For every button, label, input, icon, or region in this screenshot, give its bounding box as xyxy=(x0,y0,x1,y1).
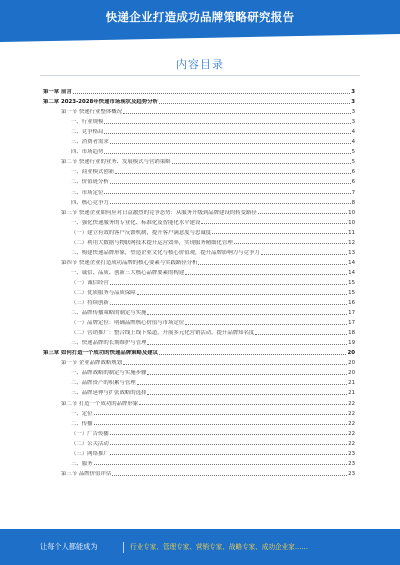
toc-leader-dots xyxy=(73,93,350,94)
toc-entry[interactable] xyxy=(43,296,355,306)
toc-entry-page: 6 xyxy=(351,179,355,186)
toc-entry[interactable] xyxy=(43,306,355,316)
toc-entry-page: 22 xyxy=(348,410,355,417)
footer-roles: 行业专家、管理专家、营销专家、战略专家、成功企业家…… xyxy=(130,543,309,551)
toc-entry-page: 3 xyxy=(351,119,355,126)
toc-entry[interactable] xyxy=(43,316,355,326)
toc-entry-text: （三）网络推广 xyxy=(71,450,109,457)
toc-entry-text: （二）优质服务与品质保障 xyxy=(71,289,136,296)
toc-leader-dots xyxy=(110,284,347,285)
toc-entry-page: 17 xyxy=(348,310,355,317)
toc-entry-text: （三）持续创新 xyxy=(71,300,109,307)
toc-entry[interactable] xyxy=(43,286,355,296)
toc-leader-dots xyxy=(123,113,351,114)
toc-leader-dots xyxy=(258,213,347,214)
toc-entry[interactable] xyxy=(43,346,355,356)
toc-leader-dots xyxy=(147,314,347,315)
toc-entry[interactable] xyxy=(43,326,355,336)
toc-leader-dots xyxy=(110,304,347,305)
toc-entry[interactable] xyxy=(43,196,355,206)
toc-entry-text: 三、品牌延伸与扩张战略的选择 xyxy=(71,390,147,397)
toc-leader-dots xyxy=(185,274,347,275)
toc-entry-text: 二、竞争格局 xyxy=(71,129,104,136)
table-of-contents xyxy=(43,85,355,477)
footer-divider xyxy=(123,542,124,553)
toc-leader-dots xyxy=(94,424,348,425)
header-notch-decoration xyxy=(0,34,400,42)
toc-leader-dots xyxy=(104,133,350,134)
toc-entry-text: 一、定位 xyxy=(71,410,93,417)
toc-entry-text: 第三节 品牌价值评估 xyxy=(61,470,112,477)
toc-entry-page: 7 xyxy=(351,189,355,196)
toc-entry-text: 四、核心竞争力 xyxy=(71,199,109,206)
toc-entry[interactable] xyxy=(43,135,355,145)
toc-entry-page: 5 xyxy=(351,159,355,166)
toc-entry[interactable] xyxy=(43,266,355,276)
toc-entry-text: 一、诚信、品质、创新三大核心品牌要素的构建 xyxy=(71,269,185,276)
toc-entry[interactable] xyxy=(43,165,355,175)
toc-leader-dots xyxy=(115,173,350,174)
toc-entry-page: 12 xyxy=(348,239,355,246)
toc-entry[interactable] xyxy=(43,236,355,246)
toc-entry[interactable] xyxy=(43,457,355,467)
toc-leader-dots xyxy=(110,143,351,144)
toc-entry-page: 20 xyxy=(348,370,355,377)
toc-entry-page: 18 xyxy=(348,330,355,337)
toc-entry-page: 16 xyxy=(348,300,355,307)
toc-leader-dots xyxy=(110,444,347,445)
toc-entry-text: 一、行业规模 xyxy=(71,119,104,126)
toc-entry-text: 第一节 企业品牌战略规划 xyxy=(61,360,123,367)
toc-leader-dots xyxy=(123,364,347,365)
toc-leader-dots xyxy=(112,475,347,476)
toc-entry-page: 23 xyxy=(348,470,355,477)
toc-entry[interactable] xyxy=(43,376,355,386)
footer-slogan: 让每个人都能成为 xyxy=(40,542,98,551)
toc-leader-dots xyxy=(234,243,347,244)
toc-leader-dots xyxy=(201,223,347,224)
toc-leader-dots xyxy=(147,344,347,345)
toc-entry-page: 10 xyxy=(348,209,355,216)
toc-entry[interactable] xyxy=(43,447,355,457)
toc-entry-page: 17 xyxy=(348,320,355,327)
toc-heading-divider xyxy=(40,75,360,76)
toc-entry-page: 3 xyxy=(351,99,355,106)
toc-leader-dots xyxy=(212,233,347,234)
toc-entry-page: 23 xyxy=(348,460,355,467)
toc-entry-text: 一、品牌战略的制定与实施步骤 xyxy=(71,370,147,377)
toc-entry-page: 13 xyxy=(348,249,355,256)
toc-entry[interactable] xyxy=(43,145,355,155)
toc-entry-text: （一）广告传播 xyxy=(71,430,109,437)
toc-entry-text: 二、价值链分析 xyxy=(71,179,109,186)
toc-entry[interactable] xyxy=(43,276,355,286)
toc-entry-text: 三、消费者需求 xyxy=(71,139,109,146)
toc-entry[interactable] xyxy=(43,396,355,406)
toc-entry-text: （二）利用大数据与物联网技术提升运营效率，实现服务精细化管理 xyxy=(71,239,233,246)
toc-entry[interactable] xyxy=(43,115,355,125)
toc-leader-dots xyxy=(172,163,351,164)
toc-entry-page: 14 xyxy=(348,269,355,276)
toc-entry-text: 第三章 如何打造一个成功的快递品牌策略及建议 xyxy=(43,350,159,357)
toc-leader-dots xyxy=(159,103,350,104)
toc-leader-dots xyxy=(185,324,347,325)
toc-entry-text: （二）公关活动 xyxy=(71,440,109,447)
toc-leader-dots xyxy=(104,153,350,154)
toc-leader-dots xyxy=(198,264,347,265)
toc-entry-text: （一）诚信经营 xyxy=(71,279,109,286)
toc-entry-page: 21 xyxy=(348,380,355,387)
toc-leader-dots xyxy=(255,334,347,335)
toc-entry-page: 15 xyxy=(348,279,355,286)
toc-entry-text: （二）营销推广：整合线上线下渠道，开展多元化营销活动，提升品牌知名度 xyxy=(71,330,255,337)
toc-entry-text: 二、构建快递品牌形象，塑造企业文化与核心价值观，提升品牌影响力与竞争力 xyxy=(71,249,260,256)
toc-entry-text: 一、商业模式创新 xyxy=(71,169,115,176)
toc-entry-text: 三、市场定位 xyxy=(71,189,104,196)
toc-entry-text: 二、品牌资产的积累与管理 xyxy=(71,380,136,387)
toc-leader-dots xyxy=(147,394,347,395)
toc-entry[interactable] xyxy=(43,256,355,266)
toc-leader-dots xyxy=(104,123,350,124)
toc-entry-page: 6 xyxy=(351,169,355,176)
toc-entry-page: 5 xyxy=(351,149,355,156)
toc-entry-text: 第一章 前言 xyxy=(43,89,72,96)
toc-heading: 内容目录 xyxy=(176,58,224,71)
toc-leader-dots xyxy=(110,454,347,455)
toc-entry[interactable] xyxy=(43,85,355,95)
toc-entry[interactable] xyxy=(43,437,355,447)
toc-entry-page: 10 xyxy=(348,219,355,226)
toc-entry[interactable] xyxy=(43,175,355,185)
toc-entry[interactable] xyxy=(43,226,355,236)
toc-entry-page: 22 xyxy=(348,430,355,437)
toc-entry[interactable] xyxy=(43,206,355,216)
toc-leader-dots xyxy=(147,374,347,375)
toc-leader-dots xyxy=(110,203,351,204)
toc-leader-dots xyxy=(137,384,347,385)
toc-entry-page: 19 xyxy=(348,340,355,347)
toc-entry-page: 8 xyxy=(351,199,355,206)
toc-entry[interactable] xyxy=(43,467,355,477)
toc-entry-text: 第三节 快递企业如何应对日益激烈的竞争态势：从服务升级到品牌建设的转变路径 xyxy=(61,209,257,216)
toc-entry[interactable] xyxy=(43,366,355,376)
toc-leader-dots xyxy=(159,354,346,355)
toc-entry-page: 3 xyxy=(351,89,355,96)
toc-entry-text: 第二节 打造一个成功的品牌形象 xyxy=(61,400,139,407)
toc-entry[interactable] xyxy=(43,155,355,165)
toc-entry[interactable] xyxy=(43,386,355,396)
toc-entry-page: 4 xyxy=(351,129,355,136)
toc-entry-text: 三、快递品牌的长期维护与管理 xyxy=(71,340,147,347)
toc-entry-text: 第二章 2023-2028年快递市场现状及趋势分析 xyxy=(43,99,158,106)
toc-entry[interactable] xyxy=(43,427,355,437)
toc-leader-dots xyxy=(94,464,348,465)
toc-entry-page: 22 xyxy=(348,400,355,407)
report-title: 快递企业打造成功品牌策略研究报告 xyxy=(105,10,295,24)
toc-entry-text: 二、品牌传播策略的制定与实施 xyxy=(71,310,147,317)
toc-entry[interactable] xyxy=(43,417,355,427)
toc-entry-text: 二、传播 xyxy=(71,420,93,427)
toc-entry[interactable] xyxy=(43,336,355,346)
toc-leader-dots xyxy=(261,254,347,255)
toc-leader-dots xyxy=(137,294,347,295)
toc-leader-dots xyxy=(94,414,348,415)
toc-entry[interactable] xyxy=(43,216,355,226)
toc-entry-page: 21 xyxy=(348,390,355,397)
toc-entry-page: 3 xyxy=(351,109,355,116)
toc-entry[interactable] xyxy=(43,407,355,417)
toc-entry-page: 15 xyxy=(348,289,355,296)
footer-band xyxy=(0,529,400,565)
toc-entry-page: 23 xyxy=(348,450,355,457)
toc-leader-dots xyxy=(139,404,347,405)
toc-leader-dots xyxy=(104,193,350,194)
toc-entry-page: 20 xyxy=(347,350,355,357)
toc-entry-page: 20 xyxy=(348,360,355,367)
toc-entry-text: 第一节 快递行业整体概况 xyxy=(61,109,123,116)
toc-entry-text: 三、服务 xyxy=(71,460,93,467)
toc-entry-text: 第二节 快递行业的业务、发展模式与营销策略 xyxy=(61,159,171,166)
toc-entry-page: 14 xyxy=(348,259,355,266)
toc-entry[interactable] xyxy=(43,125,355,135)
toc-leader-dots xyxy=(110,434,347,435)
toc-entry-text: （一）品牌定位：明确品牌核心价值与市场定位 xyxy=(71,320,185,327)
toc-entry[interactable] xyxy=(43,95,355,105)
toc-entry-text: （一）建立有效的客户反馈机制，提升客户满意度与忠诚度 xyxy=(71,229,212,236)
toc-entry-page: 11 xyxy=(348,229,355,236)
toc-entry-text: 四、市场趋势 xyxy=(71,149,104,156)
toc-entry[interactable] xyxy=(43,185,355,195)
toc-entry-page: 4 xyxy=(351,139,355,146)
toc-entry[interactable] xyxy=(43,105,355,115)
toc-entry-page: 22 xyxy=(348,420,355,427)
toc-entry-text: 第四节 快递企业打造成功品牌的核心要素与实践路径分析 xyxy=(61,259,198,266)
toc-leader-dots xyxy=(110,183,351,184)
toc-entry-text: 一、强化快递服务的专业化、标准化及智能化水平建设 xyxy=(71,219,201,226)
toc-entry[interactable] xyxy=(43,356,355,366)
toc-entry[interactable] xyxy=(43,246,355,256)
toc-entry-page: 22 xyxy=(348,440,355,447)
